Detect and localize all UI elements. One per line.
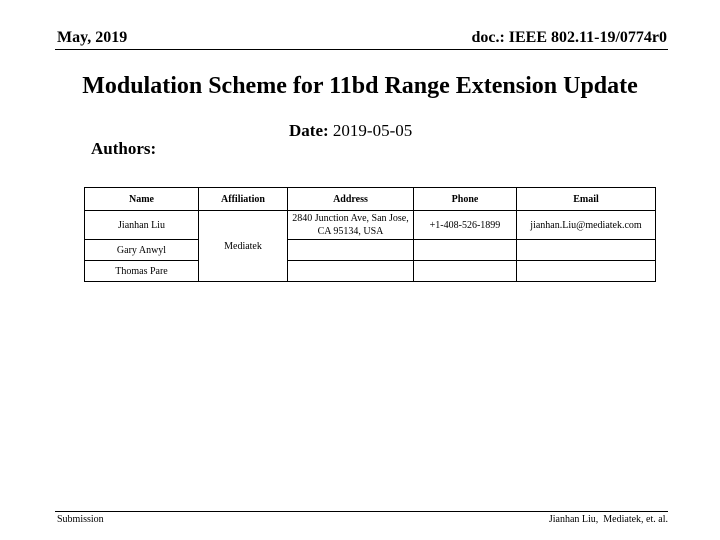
footer-divider [55,511,668,512]
header-doc-id: doc.: IEEE 802.11-19/0774r0 [471,29,667,46]
author-email-cell: jianhan.Liu@mediatek.com [517,211,656,240]
date-line [289,120,412,142]
author-name-cell: Gary Anwyl [85,240,199,261]
column-header-phone: Phone [414,188,517,211]
table-row [85,240,656,261]
authors-label: Authors: [91,139,157,158]
footer-submission: Submission [57,514,104,525]
footer-author: Jianhan Liu, Mediatek, et. al. [548,514,668,525]
authors-table [84,187,656,282]
author-name-cell: Jianhan Liu [85,211,199,240]
header-divider [55,49,668,50]
column-header-address: Address [288,188,414,211]
author-address-cell [288,261,414,282]
author-address-cell: 2840 Junction Ave, San Jose, CA 95134, USA [288,211,414,240]
column-header-affiliation: Affiliation [199,188,288,211]
affiliation-cell: Mediatek [199,211,288,282]
author-address-cell [288,240,414,261]
table-row [85,261,656,282]
author-name-cell: Thomas Pare [85,261,199,282]
author-phone-cell [414,240,517,261]
column-header-email: Email [517,188,656,211]
author-phone-cell [414,261,517,282]
table-row [85,211,656,240]
table-header-row [85,188,656,211]
date-value: 2019-05-05 [332,121,413,140]
author-phone-cell: +1-408-526-1899 [414,211,517,240]
date-label: Date: [289,121,329,140]
author-email-cell [517,261,656,282]
author-email-cell [517,240,656,261]
header-date: May, 2019 [57,29,128,46]
slide-title: Modulation Scheme for 11bd Range Extension Update [82,73,638,99]
column-header-name: Name [85,188,199,211]
